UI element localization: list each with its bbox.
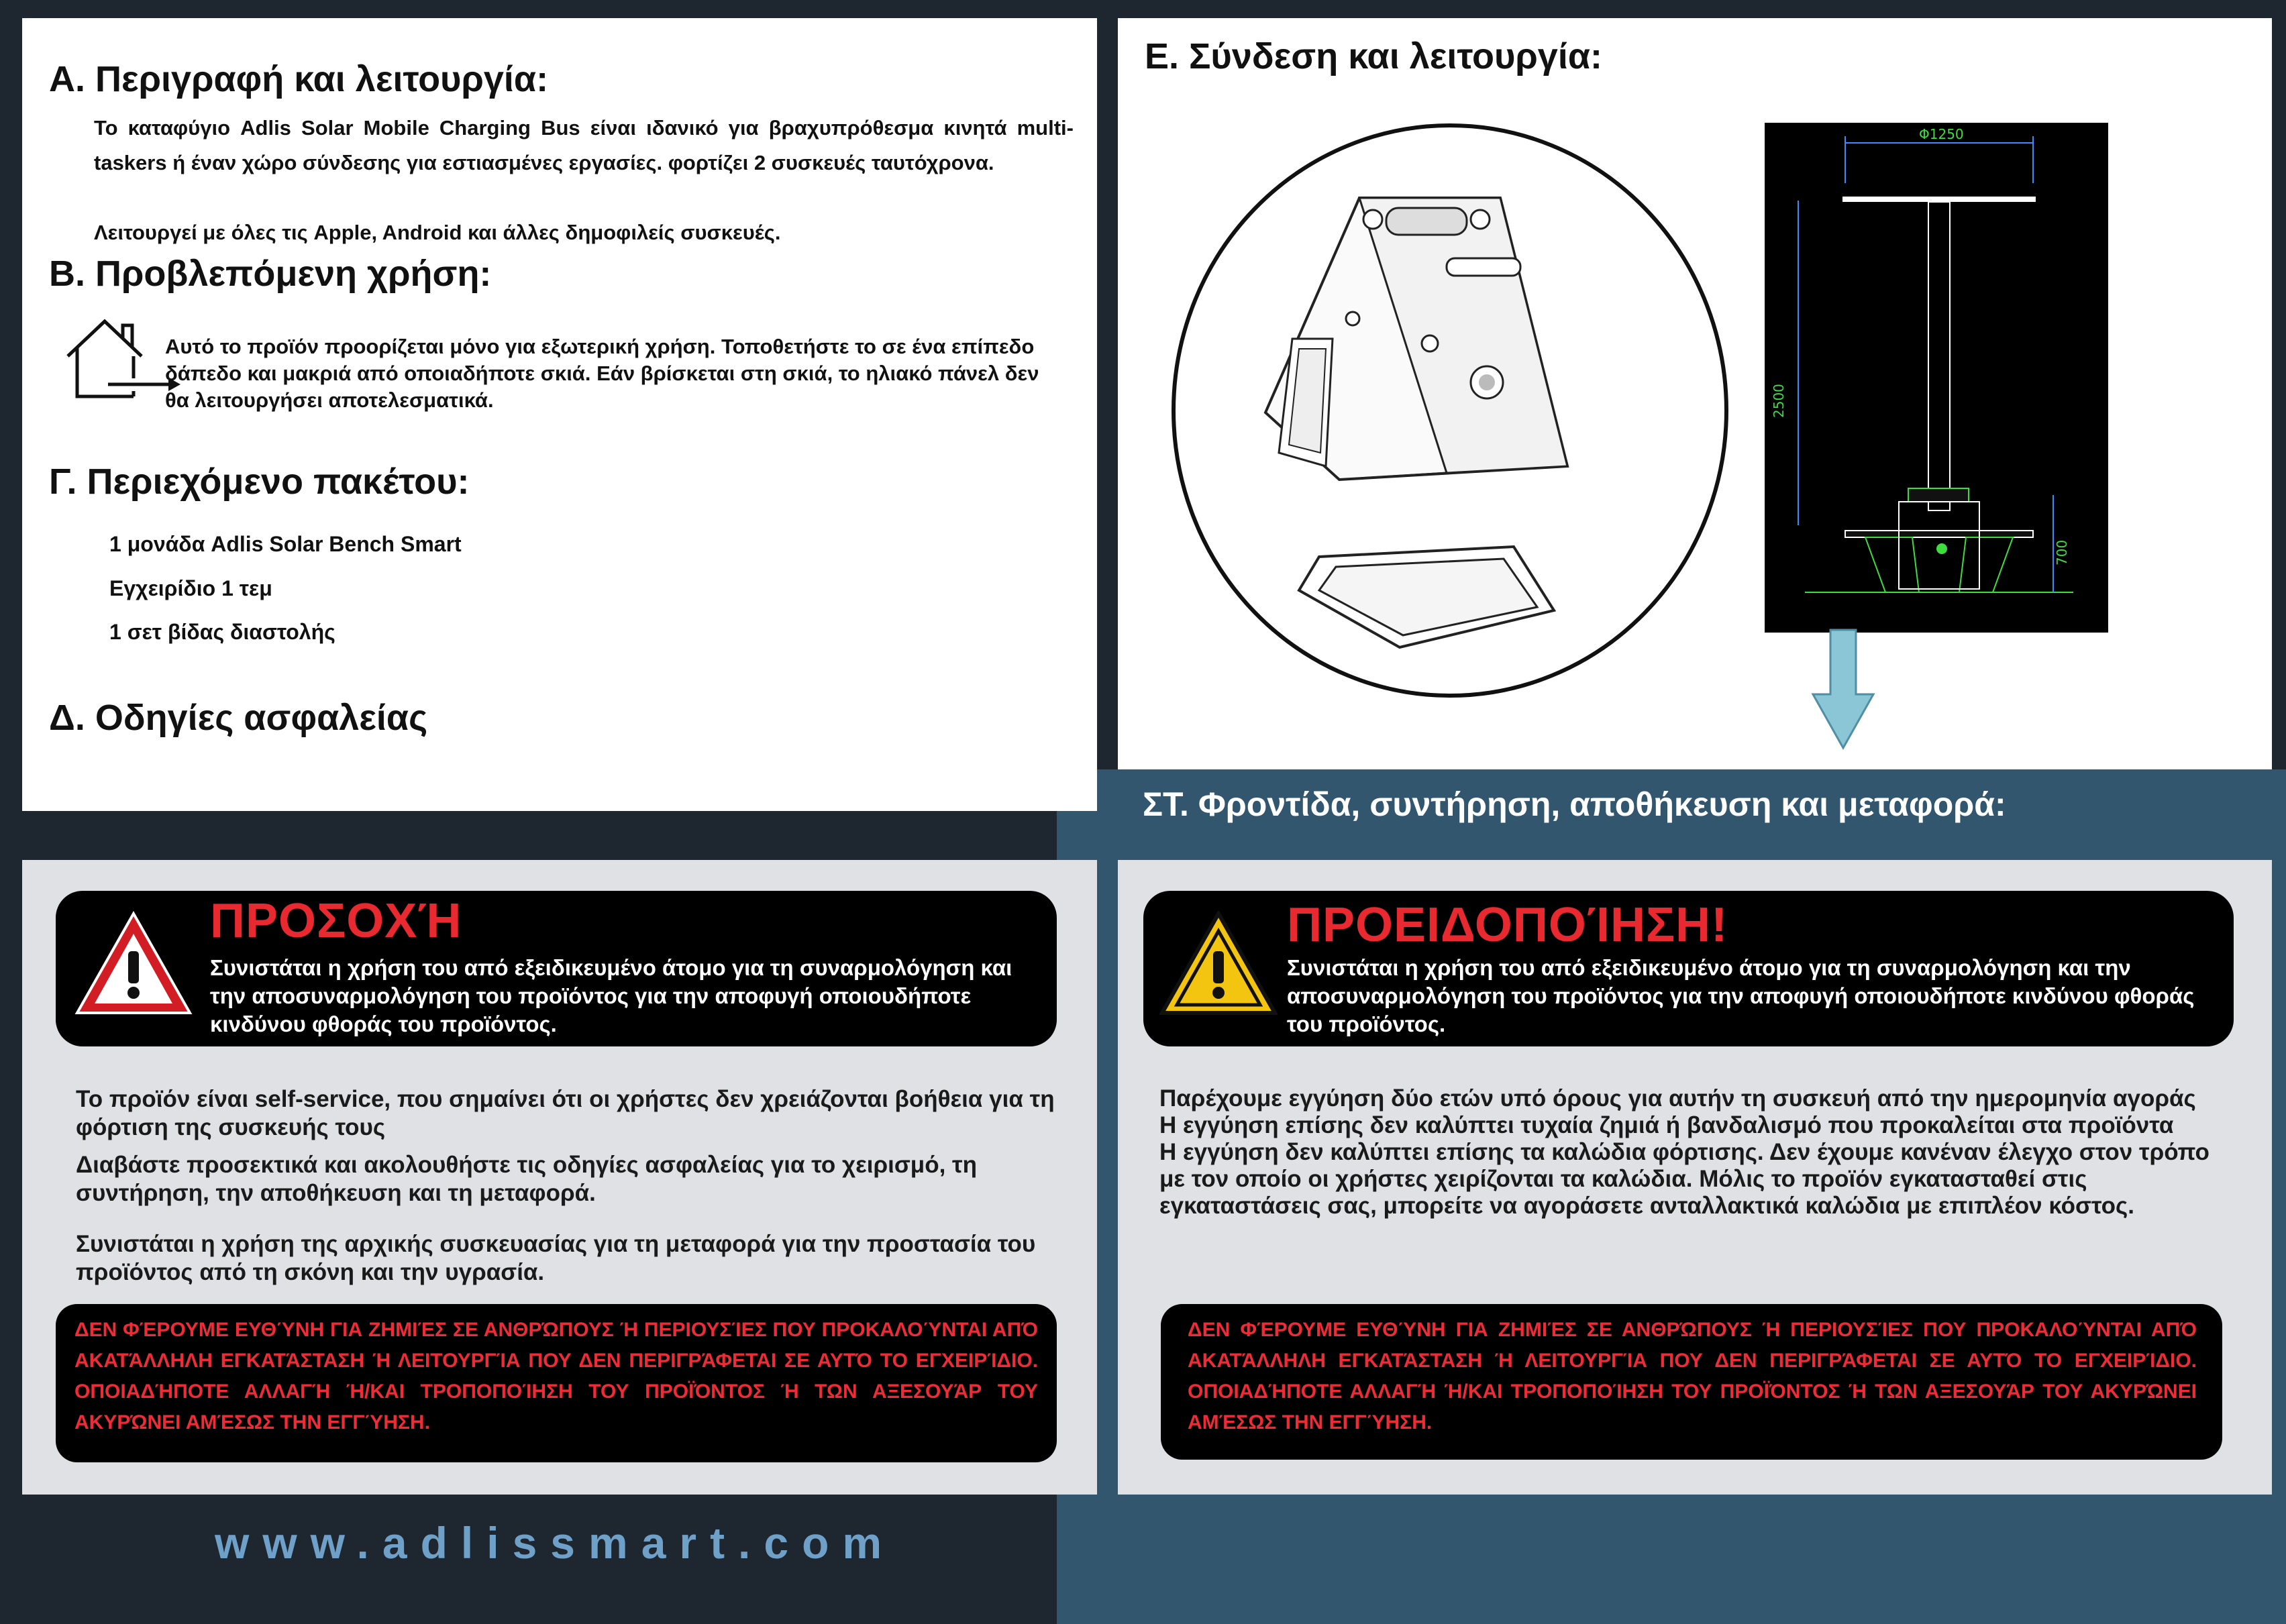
base-label: 700 bbox=[2054, 539, 2070, 565]
caution-panel bbox=[22, 860, 1097, 1495]
product-illustration bbox=[1165, 117, 1735, 704]
section-a-paragraph-2: Λειτουργεί με όλες τις Apple, Android και άλλες δημοφιλείς συσκευές. bbox=[94, 221, 781, 244]
warning-text: Συνιστάται η χρήση του από εξειδικευμένο άτομο για τη συναρμολόγηση και την αποσυναρμολόγηση του προϊόντος για την αποφυγή οποιουδήποτε κινδύνου φθοράς του προϊόντος. bbox=[1287, 955, 2195, 1036]
disclaimer-box bbox=[1161, 1304, 2222, 1460]
section-b-text: Αυτό το προϊόν προορίζεται μόνο για εξωτερική χρήση. Τοποθετήστε το σε ένα επίπεδο δάπεδο και μακριά από οποιαδήποτε σκιά. Εάν βρίσκεται στη σκιά, το ηλιακό πάνελ δεν θα λειτουργήσει αποτελεσματικά. bbox=[165, 335, 1039, 412]
package-item: 1 μονάδα Adlis Solar Bench Smart bbox=[109, 532, 462, 556]
warning-panel bbox=[1118, 860, 2272, 1495]
caution-box bbox=[56, 891, 1057, 1046]
section-a-title: Α. Περιγραφή και λειτουργία: bbox=[49, 59, 549, 99]
disclaimer-box bbox=[56, 1304, 1057, 1462]
warning-triangle-icon bbox=[74, 911, 193, 1017]
connection-panel bbox=[1118, 18, 2272, 769]
description-panel bbox=[22, 18, 1097, 811]
technical-drawing bbox=[1765, 123, 2108, 633]
diameter-label: Φ1250 bbox=[1919, 126, 1964, 142]
warning-title: ΠΡΟΕΙΔΟΠΟΊΗΣΗ! bbox=[1287, 898, 1728, 952]
package-item: Εγχειρίδιο 1 τεμ bbox=[109, 576, 272, 600]
section-c-title: Γ. Περιεχόμενο πακέτου: bbox=[49, 462, 470, 502]
body-text: Συνιστάται η χρήση της αρχικής συσκευασίας για τη μεταφορά για την προστασία του προϊόντος από τη σκόνη και την υγρασία. bbox=[76, 1231, 1036, 1285]
height-label: 2500 bbox=[1771, 384, 1787, 418]
section-b-title: Β. Προβλεπόμενη χρήση: bbox=[49, 254, 492, 294]
warning-box bbox=[1143, 891, 2234, 1046]
caution-text: Συνιστάται η χρήση του από εξειδικευμένο άτομο για τη συναρμολόγηση και την αποσυναρμολόγηση του προϊόντος για την αποφυγή οποιουδήποτε κινδύνου φθοράς του προϊόντος. bbox=[210, 955, 1012, 1036]
disclaimer-text: ΔΕΝ ΦΈΡΟΥΜΕ ΕΥΘΎΝΗ ΓΙΑ ΖΗΜΙΈΣ ΣΕ ΑΝΘΡΏΠΟΥΣ Ή ΠΕΡΙΟΥΣΊΕΣ ΠΟΥ ΠΡΟΚΑΛΟΎΝΤΑΙ ΑΠΌ ΑΚΑΤΆΛΛΗΛΗ ΕΓΚΑΤΆΣΤΑΣΗ Ή ΛΕΙΤΟΥΡΓΊΑ ΠΟΥ ΔΕΝ ΠΕΡΙΓΡΆΦΕΤΑΙ ΣΕ ΑΥΤΌ ΤΟ ΕΓΧΕΙΡΊΔΙΟ. ΟΠΟΙΑΔΉΠΟΤΕ ΑΛΛΑΓΉ Ή/ΚΑΙ ΤΡΟΠΟΠΟΊΗΣΗ ΤΟΥ ΠΡΟΪΌΝΤΟΣ Ή ΤΩΝ ΑΞΕΣΟΥΆΡ ΤΟΥ ΑΚΥΡΏΝΕΙ ΑΜΈΣΩΣ ΤΗΝ ΕΓΓΎΗΣΗ. bbox=[1188, 1319, 2197, 1433]
warranty-text: Παρέχουμε εγγύηση δύο ετών υπό όρους για αυτήν τη συσκευή από την ημερομηνία αγοράς Η εγγύηση επίσης δεν καλύπτει τυχαία ζημιά ή βανδαλισμό που προκαλείται στα προϊόντα Η εγγύηση δεν καλύπτει επίσης τα καλώδια φόρτισης. Δεν έχουμε κανέναν έλεγχο στον τρόπο με τον οποίο οι χρήστες χειρίζονται τα καλώδια. Μόλις το προϊόν εγκατασταθεί στις εγκαταστάσεις σας, μπορείτε να αγοράσετε ανταλλακτικά καλώδια με επιπλέον κόστος. bbox=[1159, 1085, 2210, 1219]
section-a-paragraph: Το καταφύγιο Adlis Solar Mobile Charging Bus είναι ιδανικό για βραχυπρόθεσμα κινητά multi-taskers ή έναν χώρο σύνδεσης για εστιασμένες εργασίες. φορτίζει 2 συσκευές ταυτόχρονα. bbox=[94, 116, 1074, 174]
section-e-title: Ε. Σύνδεση και λειτουργία: bbox=[1145, 36, 1603, 76]
section-st-title: ΣΤ. Φροντίδα, συντήρηση, αποθήκευση και μεταφορά: bbox=[1143, 786, 2006, 823]
outdoor-house-icon bbox=[61, 316, 182, 407]
caution-title: ΠΡΟΣΟΧΉ bbox=[210, 894, 462, 948]
body-text: Το προϊόν είναι self-service, που σημαίνει ότι οι χρήστες δεν χρειάζονται βοήθεια για τη φόρτιση της συσκευής τους bbox=[76, 1086, 1055, 1140]
caution-triangle-icon bbox=[1159, 911, 1278, 1017]
package-item: 1 σετ βίδας διαστολής bbox=[109, 620, 335, 644]
body-text: Διαβάστε προσεκτικά και ακολουθήστε τις οδηγίες ασφαλείας για το χειρισμό, τη συντήρηση, την αποθήκευση και τη μεταφορά. bbox=[76, 1152, 978, 1206]
disclaimer-text: ΔΕΝ ΦΈΡΟΥΜΕ ΕΥΘΎΝΗ ΓΙΑ ΖΗΜΙΈΣ ΣΕ ΑΝΘΡΏΠΟΥΣ Ή ΠΕΡΙΟΥΣΊΕΣ ΠΟΥ ΠΡΟΚΑΛΟΎΝΤΑΙ ΑΠΌ ΑΚΑΤΆΛΛΗΛΗ ΕΓΚΑΤΆΣΤΑΣΗ Ή ΛΕΙΤΟΥΡΓΊΑ ΠΟΥ ΔΕΝ ΠΕΡΙΓΡΆΦΕΤΑΙ ΣΕ ΑΥΤΌ ΤΟ ΕΓΧΕΙΡΊΔΙΟ. ΟΠΟΙΑΔΉΠΟΤΕ ΑΛΛΑΓΉ Ή/ΚΑΙ ΤΡΟΠΟΠΟΊΗΣΗ ΤΟΥ ΠΡΟΪΌΝΤΟΣ Ή ΤΩΝ ΑΞΕΣΟΥΆΡ ΤΟΥ ΑΚΥΡΏΝΕΙ ΑΜΈΣΩΣ ΤΗΝ ΕΓΓΎΗΣΗ. bbox=[74, 1319, 1038, 1433]
website-link[interactable]: www.adlissmart.com bbox=[215, 1518, 896, 1568]
section-d-title: Δ. Οδηγίες ασφαλείας bbox=[49, 698, 428, 738]
arrow-down-icon bbox=[1809, 627, 1877, 755]
